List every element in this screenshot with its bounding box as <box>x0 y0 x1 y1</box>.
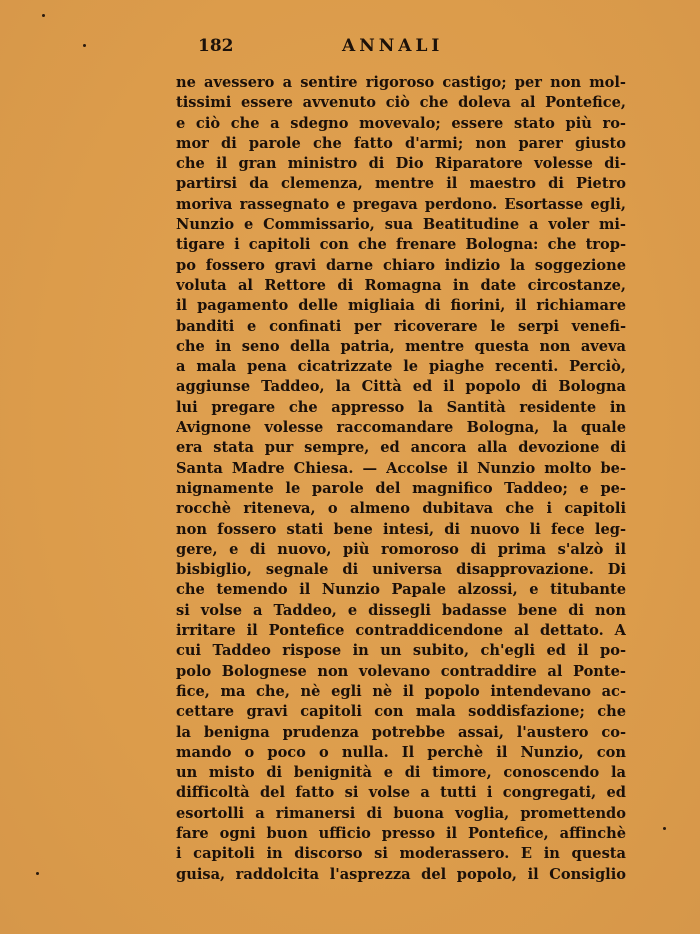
text-line: cui Taddeo rispose in un subito, ch'egli ed il po- <box>176 642 626 660</box>
paper-speck <box>42 14 45 17</box>
text-line: era stata pur sempre, ed ancora alla devozione di <box>176 439 626 457</box>
text-line: che temendo il Nunzio Papale alzossi, e titubante <box>176 581 626 599</box>
body-text <box>176 73 626 885</box>
text-line: lui pregare che appresso la Santità residente in <box>176 398 626 416</box>
text-line: guisa, raddolcita l'asprezza del popolo, il Consiglio <box>176 865 626 883</box>
text-line: gere, e di nuovo, più romoroso di prima s'alzò il <box>176 540 626 558</box>
text-line: il pagamento delle migliaia di fiorini, il richiamare <box>176 297 626 315</box>
text-line: moriva rassegnato e pregava perdono. Esortasse egli, <box>176 195 626 213</box>
text-line: si volse a Taddeo, e dissegli badasse bene di non <box>176 601 626 619</box>
text-line: nignamente le parole del magnifico Taddeo; e pe- <box>176 479 626 497</box>
text-line: non fossero stati bene intesi, di nuovo li fece leg- <box>176 520 626 538</box>
text-line: banditi e confinati per ricoverare le serpi venefi- <box>176 317 626 335</box>
text-line: partirsi da clemenza, mentre il maestro di Pietro <box>176 175 626 193</box>
text-line: esortolli a rimanersi di buona voglia, promettendo <box>176 804 626 822</box>
text-line: Santa Madre Chiesa. — Accolse il Nunzio molto be- <box>176 459 626 477</box>
page-header <box>176 36 626 60</box>
paper-speck <box>663 827 666 830</box>
text-line: i capitoli in discorso si moderassero. E in questa <box>176 845 626 863</box>
text-line: voluta al Rettore di Romagna in date circostanze, <box>176 276 626 294</box>
text-line: a mala pena cicatrizzate le piaghe recenti. Perciò, <box>176 358 626 376</box>
text-line: po fossero gravi darne chiaro indizio la soggezione <box>176 256 626 274</box>
text-line: tissimi essere avvenuto ciò che doleva al Pontefice, <box>176 94 626 112</box>
text-line: fare ogni buon ufficio presso il Pontefice, affinchè <box>176 824 626 842</box>
text-line: mor di parole che fatto d'armi; non parer giusto <box>176 134 626 152</box>
text-line: ne avessero a sentire rigoroso castigo; per non mol- <box>176 74 626 91</box>
text-line: polo Bolognese non volevano contraddire al Ponte- <box>176 662 626 680</box>
text-line: rocchè riteneva, o almeno dubitava che i capitoli <box>176 500 626 518</box>
text-line: che in seno della patria, mentre questa non aveva <box>176 337 626 355</box>
text-line: cettare gravi capitoli con mala soddisfazione; che <box>176 703 626 721</box>
text-line: che il gran ministro di Dio Riparatore volesse di- <box>176 155 626 173</box>
text-line: la benigna prudenza potrebbe assai, l'austero co- <box>176 723 626 741</box>
text-line: e ciò che a sdegno movevalo; essere stato più ro- <box>176 114 626 132</box>
text-line: irritare il Pontefice contraddicendone al dettato. A <box>176 622 626 640</box>
text-line: Avignone volesse raccomandare Bologna, la quale <box>176 419 626 437</box>
running-title: ANNALI <box>342 36 444 56</box>
text-line: bisbiglio, segnale di universa disapprovazione. Di <box>176 561 626 579</box>
text-line: difficoltà del fatto si volse a tutti i congregati, ed <box>176 784 626 802</box>
text-line: tigare i capitoli con che frenare Bologna: che trop- <box>176 236 626 254</box>
text-line: Nunzio e Commissario, sua Beatitudine a voler mi- <box>176 216 626 234</box>
paper-speck <box>36 872 39 875</box>
text-line: fice, ma che, nè egli nè il popolo intendevano ac- <box>176 682 626 700</box>
paper-speck <box>83 44 86 47</box>
page-number: 182 <box>198 36 234 56</box>
text-line: un misto di benignità e di timore, conoscendo la <box>176 764 626 782</box>
text-line: aggiunse Taddeo, la Città ed il popolo di Bologna <box>176 378 626 396</box>
text-line: mando o poco o nulla. Il perchè il Nunzio, con <box>176 743 626 761</box>
